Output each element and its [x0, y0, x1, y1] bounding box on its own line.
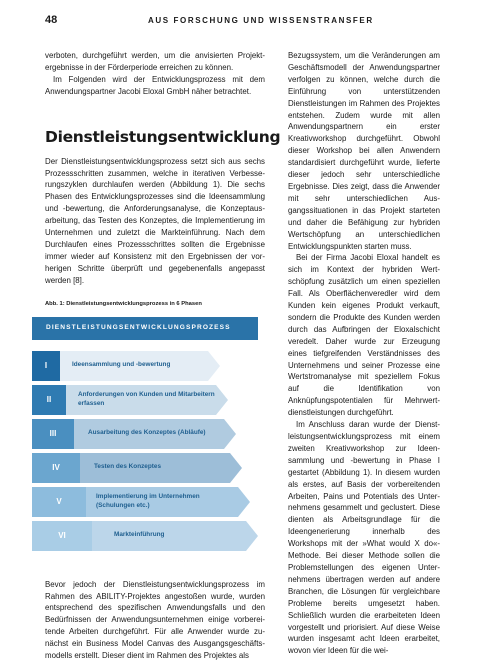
body-paragraph: Bei der Firma Jacobi Eloxal handelt es sich im Kontext der hybriden Wertschöpfung zusätzlich um einen speziellen Fall. Als Oberflächenveredler wird dem Kunden kein eigenes Produkt verkauft, sondern die Produkte des Kunden werden durch das Aufbringen der Eloxalschicht veredelt. Daher wurde zur Erzeugung eines tiefgreifenden Verständnisses des Unternehmens und seiner Prozesse eine Wertstromanalyse mit speziellem Fokus auf die Identifikation von Anknüpfungspotentialen für Mehrwertdienstleistungen durchgeführt.: [288, 253, 440, 418]
body-paragraph: Bevor jedoch der Dienstleistungsentwicklungsprozess im Rahmen des ABILITY-Projektes angestoßen wurde, wurden entsprechend des spezifischen Anwendungsfalls und den Bedürfnissen der Anwendungsunternehmen einige vorbereitende Arbeiten durchgeführt. Für alle Anwender wurde zunächst ein Business Model Canvas des Ausgangsgeschäftsmodells erstellt. Dieser dient im Rahmen des Projektes als: [45, 579, 265, 661]
phase-numeral: IV: [32, 453, 80, 483]
right-column: [288, 50, 440, 657]
body-paragraph: Bezugssystem, um die Veränderungen am Geschäftsmodell der Anwendungspartner verfolgen zu können, welche durch die Einführung von unterstützenden Dienstleistungen im Rahmen des Projektes entstehen. Zudem wurde mit allen Anwendungspartnern ein erster Kreativworkshop durchgeführt. Obwohl dieser Workshop bei allen Anwendern standardisiert durchgeführt wurde, lieferte dieser jedoch sehr unterschiedliche Ergebnisse. Dies zeigt, dass die Anwender mit sehr unterschiedlichen Ausgangssituationen in das Projekt starteten und daher die Befähigung zur hybriden Wertschöpfung an unterschiedlichen Entwicklungspunkten starten muss.: [288, 51, 440, 251]
phase-numeral: II: [32, 385, 66, 415]
body-paragraph: verboten, durchgeführt werden, um die anvisierten Projektergebnisse in der Förderperiode erreichen zu können.: [45, 51, 265, 72]
left-column: [44, 50, 281, 662]
phase-numeral: III: [32, 419, 74, 449]
figure-caption: Abb. 1: Dienstleistungsentwicklungsprozess in 6 Phasen: [45, 300, 202, 307]
phase-numeral: VI: [32, 521, 92, 551]
section-heading: Dienstleistungsentwicklung: [45, 127, 281, 146]
phase-numeral: V: [32, 487, 86, 517]
phase-label: Ausarbeitung des Konzeptes (Abläufe): [88, 429, 206, 437]
body-paragraph: Der Dienstleistungsentwicklungsprozess setzt sich aus sechs Prozessschritten zusammen, welche in iterativen Verbesserungszyklen durchlaufen werden (Abbildung 1). Die sechs Phasen des Entwicklungsprozesses sind die Ideensammlung und -bewertung, die Anforderungsanalyse, die Konzeptausarbeitung, das Testen des Konzeptes, die Implementierung im Unternehmen und zuletzt die Markteinführung. Nach dem Durchlaufen eines Prozessschrittes sollten die Ergebnisse immer wieder auf Konsistenz mit den Ergebnissen der vorherigen Schritte überprüft und gegebenenfalls angepasst werden [8].: [45, 156, 265, 285]
phase-numeral: I: [32, 351, 60, 381]
phase-label: Implementierung im Unternehmen (Schulungen etc.): [96, 493, 200, 509]
process-diagram: [32, 317, 258, 569]
page-number: 48: [45, 14, 58, 26]
phase-label: Testen des Konzeptes: [94, 463, 161, 471]
body-paragraph: Im Folgenden wird der Entwicklungsprozess mit dem Anwendungspartner Jacobi Eloxal GmbH näher betrachtet.: [45, 74, 265, 96]
phase-label: Anforderungen von Kunden und Mitarbeitern erfassen: [78, 391, 215, 407]
running-head: AUS FORSCHUNG UND WISSENSTRANSFER: [148, 16, 374, 25]
phase-label: Ideensammlung und -bewertung: [72, 361, 171, 369]
diagram-header: [32, 317, 258, 340]
diagram-title: DIENSTLEISTUNGSENTWICKLUNGSPROZESS: [46, 323, 231, 331]
body-paragraph: Im Anschluss daran wurde der Dienstleistungsentwicklungsprozess mit einem zweiten Kreativworkshop zur Ideensammlung und -bewertung in Phase I gestartet (Abbildung 1). In diesem wurden als erstes, auf Basis der vorbereitenden Arbeiten, Pains und Potentials des Unternehmens gesammelt und geclustert. Diese dienten als Arbeitsgrundlage für die Ideengenerierung innerhalb des Workshops mit der »What would X do«-Methode. Bei dieser Methode sollen die Problemstellungen des eigenen Unternehmens übertragen werden auf andere Branchen, die Lösungen für vergleichbare Probleme bereits umgesetzt haben. Schließlich wurden die erarbeiteten Ideen vorgestellt und priorisiert. Auf diese Weise wurden insgesamt acht Ideen erarbeitet, wovon vier Ideen für die wei-: [288, 420, 440, 656]
phase-label: Markteinführung: [114, 531, 165, 539]
